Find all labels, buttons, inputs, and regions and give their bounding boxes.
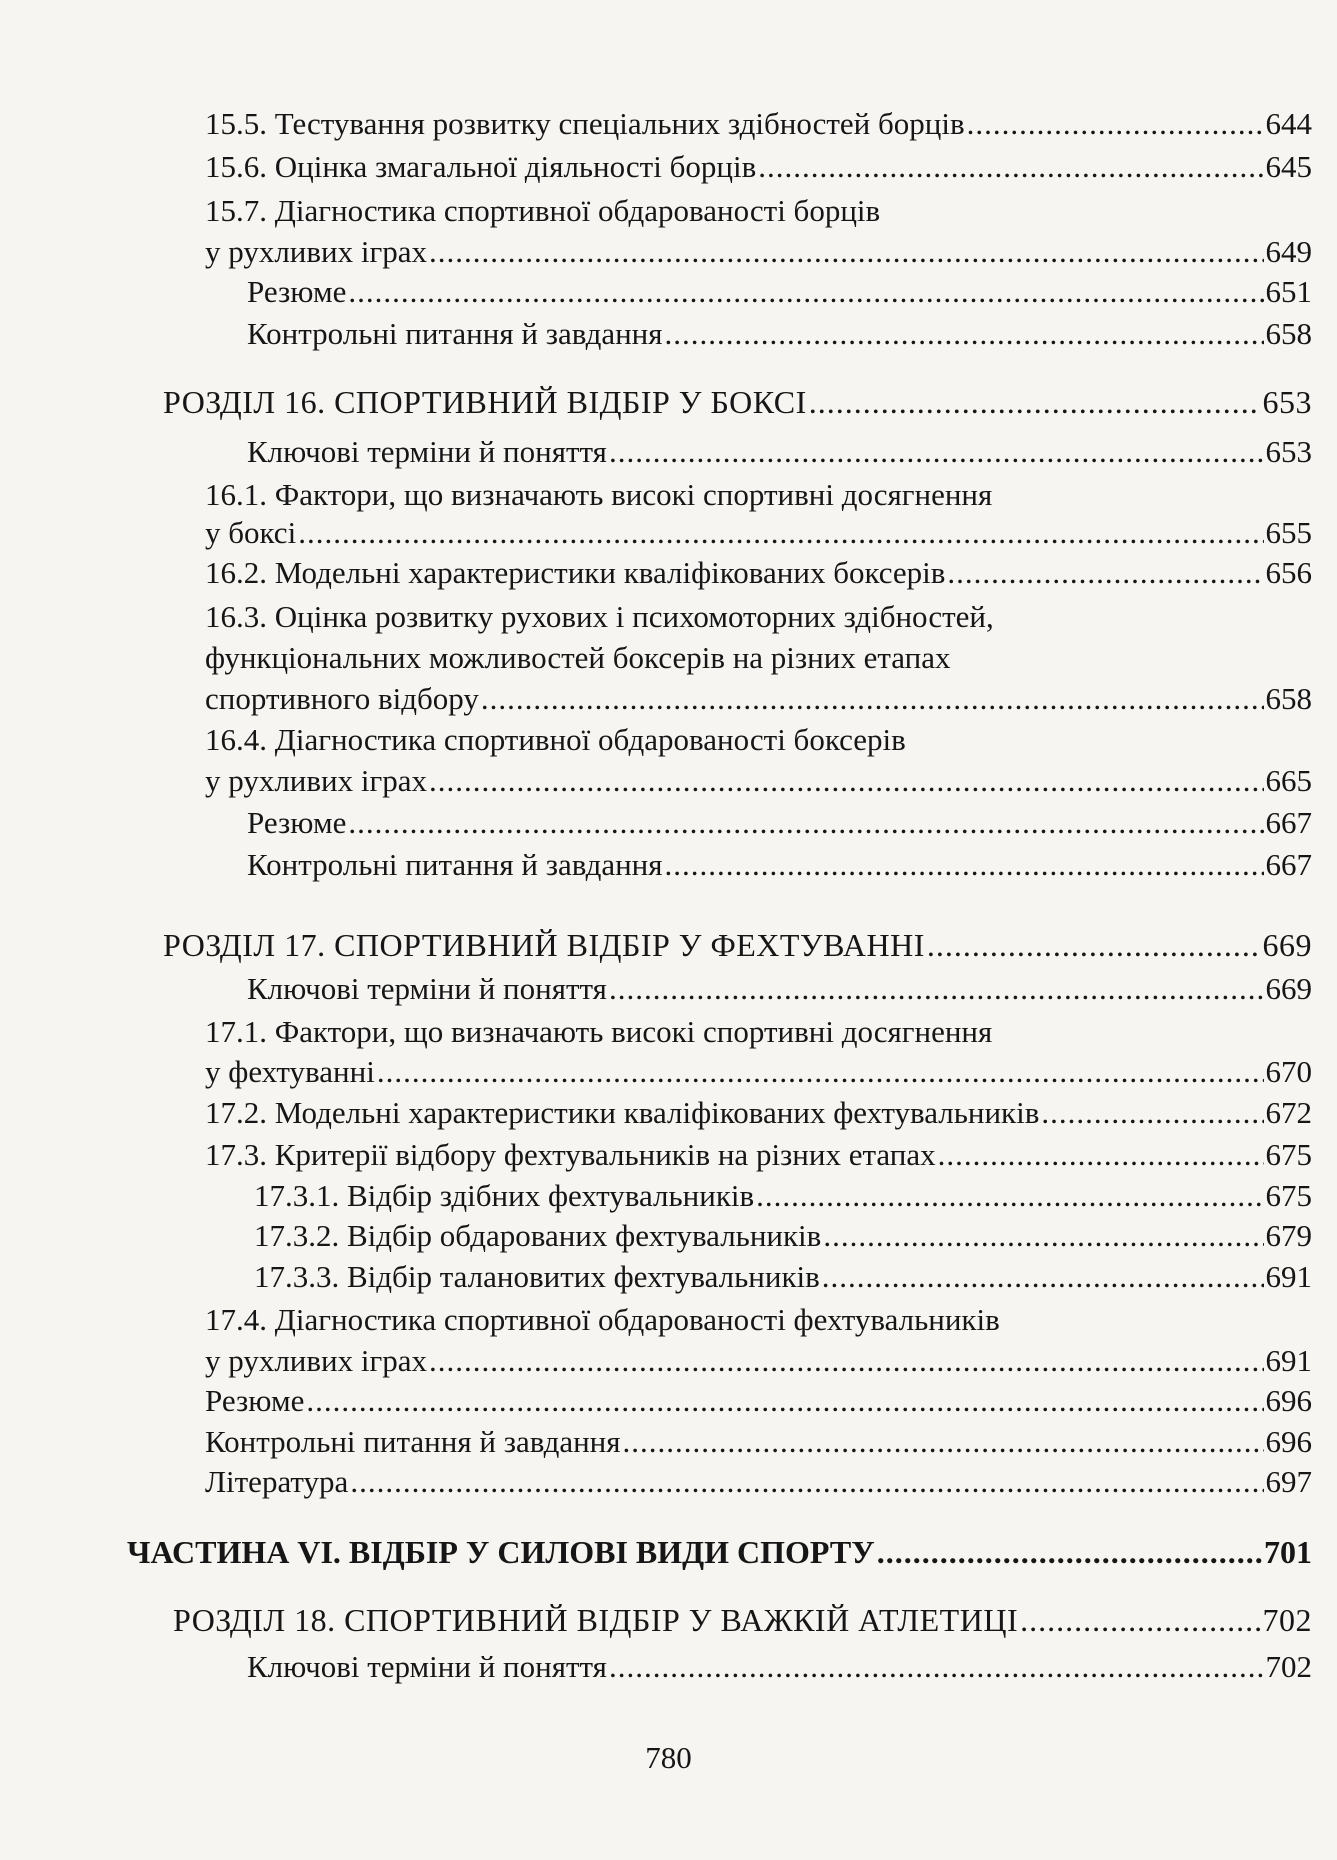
dot-leader: [350, 1462, 1263, 1502]
toc-part: [127, 1532, 1312, 1572]
toc-entry-title-line: 16.3. Оцінка розвитку рухових і психомоторних здібностей,: [205, 599, 994, 634]
toc-entry: [205, 232, 1312, 272]
dot-leader: [1041, 1093, 1263, 1133]
toc-entry: [254, 1176, 1312, 1216]
dot-leader: [609, 432, 1264, 472]
toc-entry-title: Література: [205, 1464, 349, 1499]
toc-entry: [205, 679, 1312, 719]
toc-entry-title: Резюме: [205, 1383, 305, 1418]
toc-entry-page: 667: [1265, 847, 1312, 882]
toc-entry-page: 675: [1265, 1178, 1312, 1213]
toc-chapter: [163, 382, 1312, 422]
dot-leader: [306, 1381, 1263, 1421]
toc-chapter-title: РОЗДІЛ 16. СПОРТИВНИЙ ВІДБІР У БОКСІ: [163, 384, 807, 420]
toc-entry-page: 702: [1262, 1602, 1312, 1638]
toc-entry-title-line: функціональних можливостей боксерів на різних етапах: [205, 640, 951, 675]
toc-entry: [205, 1381, 1312, 1421]
toc-entry-page: 691: [1265, 1259, 1312, 1294]
toc-entry-title: у рухливих іграх: [205, 1343, 427, 1378]
toc-entry-page: 696: [1265, 1424, 1312, 1459]
dot-leader: [938, 1135, 1264, 1175]
toc-entry-title: Контрольні питання й завдання: [247, 847, 663, 882]
toc-entry: [205, 1052, 1312, 1092]
toc-entry-page: 667: [1265, 805, 1312, 840]
toc-entry: [247, 969, 1312, 1009]
toc-entry-title: у фехтуванні: [205, 1054, 375, 1089]
toc-entry-page: 675: [1265, 1137, 1312, 1172]
toc-entry: [247, 314, 1312, 354]
toc-entry: [205, 1135, 1312, 1175]
toc-entry-page: 645: [1265, 149, 1312, 184]
toc-entry-title-line: 17.1. Фактори, що визначають високі спортивні досягнення: [205, 1014, 993, 1049]
toc-entry: [247, 272, 1312, 312]
toc-entry-title-line: 16.1. Фактори, що визначають високі спортивні досягнення: [205, 477, 993, 512]
toc-entry-page: 653: [1265, 434, 1312, 469]
toc-entry-page: 644: [1265, 106, 1312, 141]
dot-leader: [665, 314, 1264, 354]
dot-leader: [1020, 1600, 1260, 1640]
toc-entry-title: Ключові терміни й поняття: [247, 434, 607, 469]
dot-leader: [756, 1176, 1263, 1216]
dot-leader: [429, 232, 1264, 272]
toc-entry-title: Ключові терміни й поняття: [247, 971, 607, 1006]
dot-leader: [877, 1532, 1262, 1572]
toc-entry-title: 17.3.1. Відбір здібних фехтувальників: [254, 1178, 755, 1213]
toc-entry-page: 658: [1265, 316, 1312, 351]
toc-entry-title: Ключові терміни й поняття: [247, 1649, 607, 1684]
toc-entry-page: 672: [1265, 1095, 1312, 1130]
toc-entry-page: 696: [1265, 1383, 1312, 1418]
toc-entry-page: 649: [1265, 234, 1312, 269]
toc-entry-page: 697: [1265, 1464, 1312, 1499]
toc-entry: [205, 1422, 1312, 1462]
toc-part-title: ЧАСТИНА VI. ВІДБІР У СИЛОВІ ВИДИ СПОРТУ: [127, 1534, 875, 1570]
toc-entry: [205, 1341, 1312, 1381]
toc-entry-title: 17.3.2. Відбір обдарованих фехтувальників: [254, 1218, 822, 1253]
toc-entry: [205, 761, 1312, 801]
toc-entry-title: Контрольні питання й завдання: [205, 1424, 621, 1459]
toc-entry-title: 15.5. Тестування розвитку спеціальних здібностей борців: [205, 106, 965, 141]
toc-chapter: [163, 925, 1312, 965]
dot-leader: [348, 272, 1263, 312]
dot-leader: [809, 382, 1261, 422]
dot-leader: [947, 553, 1263, 593]
dot-leader: [481, 679, 1264, 719]
dot-leader: [758, 147, 1263, 187]
toc-entry: [247, 1647, 1312, 1687]
toc-entry-page: 651: [1265, 274, 1312, 309]
dot-leader: [429, 761, 1264, 801]
toc-entry-page: 702: [1265, 1649, 1312, 1684]
toc-chapter-title: РОЗДІЛ 18. СПОРТИВНИЙ ВІДБІР У ВАЖКІЙ АТЛЕТИЦІ: [173, 1602, 1019, 1638]
toc-entry-page: 670: [1265, 1054, 1312, 1089]
toc-entry-page: 679: [1265, 1218, 1312, 1253]
toc-entry-title: Контрольні питання й завдання: [247, 316, 663, 351]
toc-entry-title: у рухливих іграх: [205, 234, 427, 269]
dot-leader: [429, 1341, 1264, 1381]
toc-entry-title-line: 16.4. Діагностика спортивної обдарованості боксерів: [205, 722, 906, 757]
toc-entry-page: 656: [1265, 555, 1312, 590]
toc-entry-page: 691: [1265, 1343, 1312, 1378]
dot-leader: [298, 513, 1263, 553]
toc-chapter: [173, 1600, 1312, 1640]
toc-entry-page: 701: [1264, 1534, 1312, 1570]
toc-entry-title: 17.3.3. Відбір талановитих фехтувальників: [254, 1259, 820, 1294]
toc-entry: [205, 147, 1312, 187]
toc-entry: [254, 1257, 1312, 1297]
toc-entry-title-line: 17.4. Діагностика спортивної обдарованості фехтувальників: [205, 1302, 1000, 1337]
toc-entry-title: 17.2. Модельні характеристики кваліфікованих фехтувальників: [205, 1095, 1040, 1130]
dot-leader: [377, 1052, 1264, 1092]
dot-leader: [927, 925, 1261, 965]
dot-leader: [665, 845, 1264, 885]
toc-entry-page: 655: [1265, 515, 1312, 550]
toc-entry: [205, 104, 1312, 144]
toc-entry: [247, 432, 1312, 472]
toc-entry-page: 653: [1262, 384, 1312, 420]
dot-leader: [967, 104, 1264, 144]
toc-entry: [247, 845, 1312, 885]
dot-leader: [623, 1422, 1264, 1462]
toc-entry-page: 669: [1265, 971, 1312, 1006]
toc-entry-title: 16.2. Модельні характеристики кваліфікованих боксерів: [205, 555, 946, 590]
toc-entry-title: 15.6. Оцінка змагальної діяльності борців: [205, 149, 757, 184]
toc-entry: [247, 803, 1312, 843]
toc-entry-page: 658: [1265, 681, 1312, 716]
dot-leader: [822, 1257, 1264, 1297]
toc-entry-title-line: 15.7. Діагностика спортивної обдарованості борців: [205, 193, 881, 228]
toc-entry: [205, 553, 1312, 593]
dot-leader: [348, 803, 1263, 843]
toc-entry-page: 665: [1265, 763, 1312, 798]
toc-entry-title: у боксі: [205, 515, 297, 550]
page-number: 780: [645, 1740, 692, 1775]
toc-entry: [205, 1462, 1312, 1502]
dot-leader: [609, 969, 1264, 1009]
toc-entry-title: спортивного відбору: [205, 681, 479, 716]
toc-entry-title: Резюме: [247, 274, 347, 309]
toc-entry-title: 17.3. Критерії відбору фехтувальників на різних етапах: [205, 1137, 936, 1172]
toc-entry: [205, 513, 1312, 553]
toc-entry-title: у рухливих іграх: [205, 763, 427, 798]
toc-chapter-title: РОЗДІЛ 17. СПОРТИВНИЙ ВІДБІР У ФЕХТУВАННІ: [163, 927, 925, 963]
toc-entry-title: Резюме: [247, 805, 347, 840]
dot-leader: [609, 1647, 1264, 1687]
dot-leader: [823, 1216, 1263, 1256]
toc-entry: [205, 1093, 1312, 1133]
toc-entry-page: 669: [1262, 927, 1312, 963]
toc-entry: [254, 1216, 1312, 1256]
